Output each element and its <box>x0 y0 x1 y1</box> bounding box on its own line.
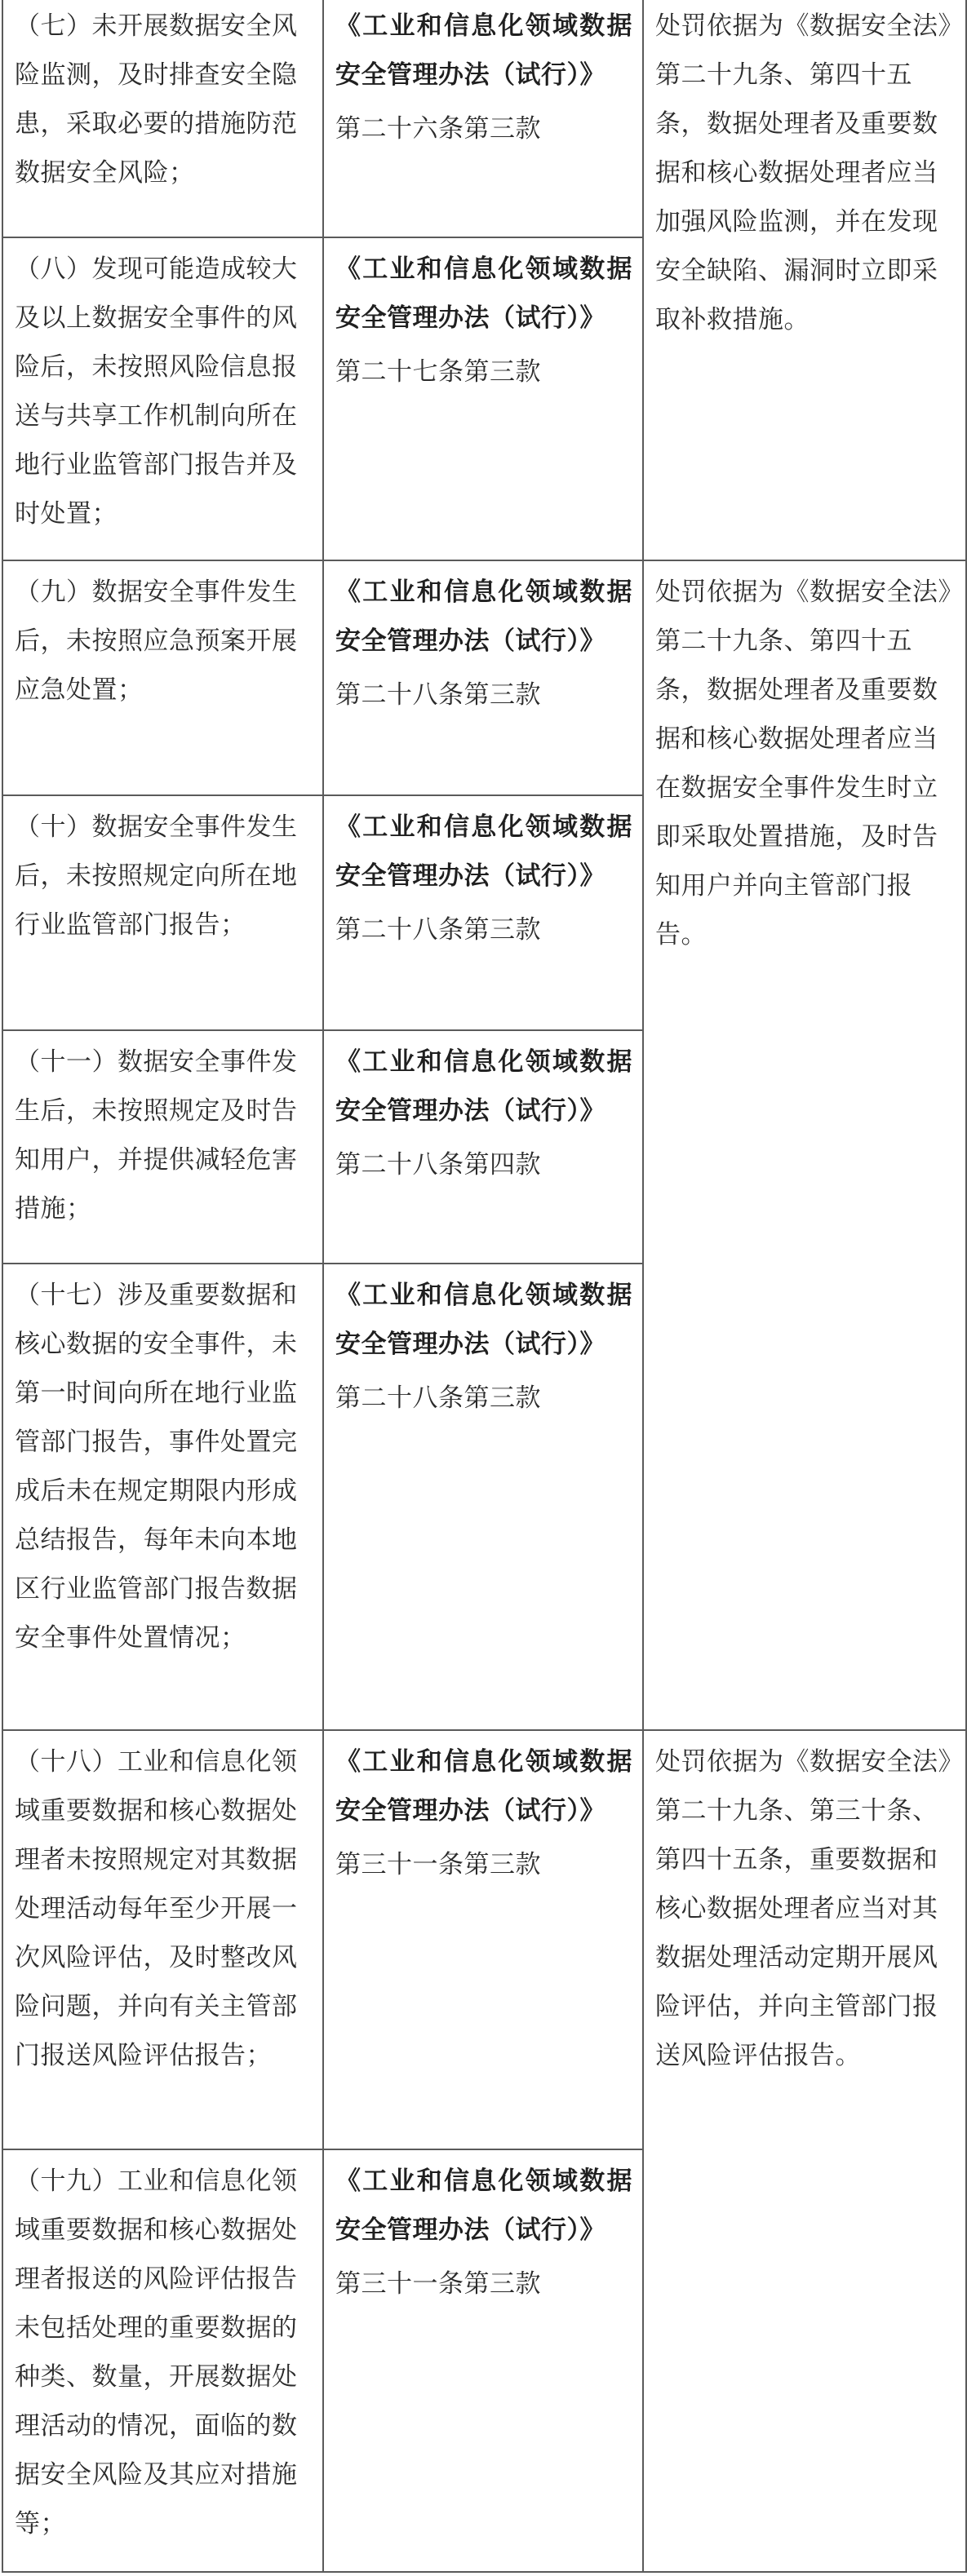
law-title: 《工业和信息化领域数据安全管理办法（试行）》 <box>335 2167 632 2245</box>
violation-cell <box>2 237 323 560</box>
violation-text: （九）数据安全事件发生后，未按照应急预案开展应急处置； <box>15 578 298 705</box>
table-row <box>2 0 966 237</box>
law-article: 第二十七条第三款 <box>335 357 541 387</box>
law-article: 第二十八条第三款 <box>335 915 541 945</box>
law-title: 《工业和信息化领域数据安全管理办法（试行）》 <box>335 255 632 333</box>
violation-cell <box>2 1264 323 1730</box>
law-reference-cell <box>323 795 643 1030</box>
violation-text: （十一）数据安全事件发生后，未按照规定及时告知用户，并提供减轻危害措施； <box>15 1047 298 1224</box>
law-article: 第二十八条第四款 <box>335 1150 541 1180</box>
law-article: 第三十一条第三款 <box>335 1850 541 1879</box>
penalty-basis-cell <box>643 1730 966 2572</box>
violation-text: （十）数据安全事件发生后，未按照规定向所在地行业监管部门报告； <box>15 812 298 940</box>
law-reference-cell <box>323 1030 643 1264</box>
law-article: 第二十六条第三款 <box>335 114 541 144</box>
law-title: 《工业和信息化领域数据安全管理办法（试行）》 <box>335 812 632 891</box>
law-title: 《工业和信息化领域数据安全管理办法（试行）》 <box>335 11 632 90</box>
law-reference-cell <box>323 560 643 795</box>
penalty-basis-text: 处罚依据为《数据安全法》第二十九条、第四十五条，数据处理者及重要数据和核心数据处理者应当加强风险监测，并在发现安全缺陷、漏洞时立即采取补救措施。 <box>655 11 951 334</box>
violation-cell <box>2 2149 323 2572</box>
law-article: 第三十一条第三款 <box>335 2269 541 2299</box>
law-reference-cell <box>323 2149 643 2572</box>
law-article: 第二十八条第三款 <box>335 1383 541 1413</box>
violation-cell <box>2 560 323 795</box>
law-reference-cell <box>323 237 643 560</box>
violation-cell <box>2 1730 323 2149</box>
table-row <box>2 1730 966 2149</box>
law-reference-cell <box>323 0 643 237</box>
penalty-basis-text: 处罚依据为《数据安全法》第二十九条、第四十五条，数据处理者及重要数据和核心数据处理者应当在数据安全事件发生时立即采取处置措施，及时告知用户并向主管部门报告。 <box>655 578 951 949</box>
violation-text: （八）发现可能造成较大及以上数据安全事件的风险后，未按照风险信息报送与共享工作机制向所在地行业监管部门报告并及时处置； <box>15 255 298 529</box>
violation-text: （十九）工业和信息化领域重要数据和核心数据处理者报送的风险评估报告未包括处理的重要数据的种类、数量，开展数据处理活动的情况，面临的数据安全风险及其应对措施等； <box>15 2167 298 2538</box>
table-row <box>2 560 966 795</box>
law-reference-cell <box>323 1264 643 1730</box>
violation-text: （十七）涉及重要数据和核心数据的安全事件，未第一时间向所在地行业监管部门报告，事件处置完成后未在规定期限内形成总结报告，每年未向本地区行业监管部门报告数据安全事件处置情况； <box>15 1281 298 1653</box>
law-title: 《工业和信息化领域数据安全管理办法（试行）》 <box>335 1281 632 1359</box>
violation-cell <box>2 795 323 1030</box>
regulation-table <box>2 0 967 2573</box>
violation-text: （十八）工业和信息化领域重要数据和核心数据处理者未按照规定对其数据处理活动每年至少开展一次风险评估，及时整改风险问题，并向有关主管部门报送风险评估报告； <box>15 1747 298 2070</box>
law-title: 《工业和信息化领域数据安全管理办法（试行）》 <box>335 1747 632 1826</box>
penalty-basis-cell <box>643 0 966 560</box>
penalty-basis-cell <box>643 560 966 1730</box>
law-article: 第二十八条第三款 <box>335 680 541 710</box>
penalty-basis-text: 处罚依据为《数据安全法》第二十九条、第三十条、第四十五条，重要数据和核心数据处理者应当对其数据处理活动定期开展风险评估，并向主管部门报送风险评估报告。 <box>655 1747 951 2070</box>
violation-cell <box>2 1030 323 1264</box>
violation-text: （七）未开展数据安全风险监测，及时排查安全隐患，采取必要的措施防范数据安全风险； <box>15 11 298 188</box>
law-title: 《工业和信息化领域数据安全管理办法（试行）》 <box>335 1047 632 1126</box>
law-reference-cell <box>323 1730 643 2149</box>
violation-cell <box>2 0 323 237</box>
law-title: 《工业和信息化领域数据安全管理办法（试行）》 <box>335 578 632 656</box>
